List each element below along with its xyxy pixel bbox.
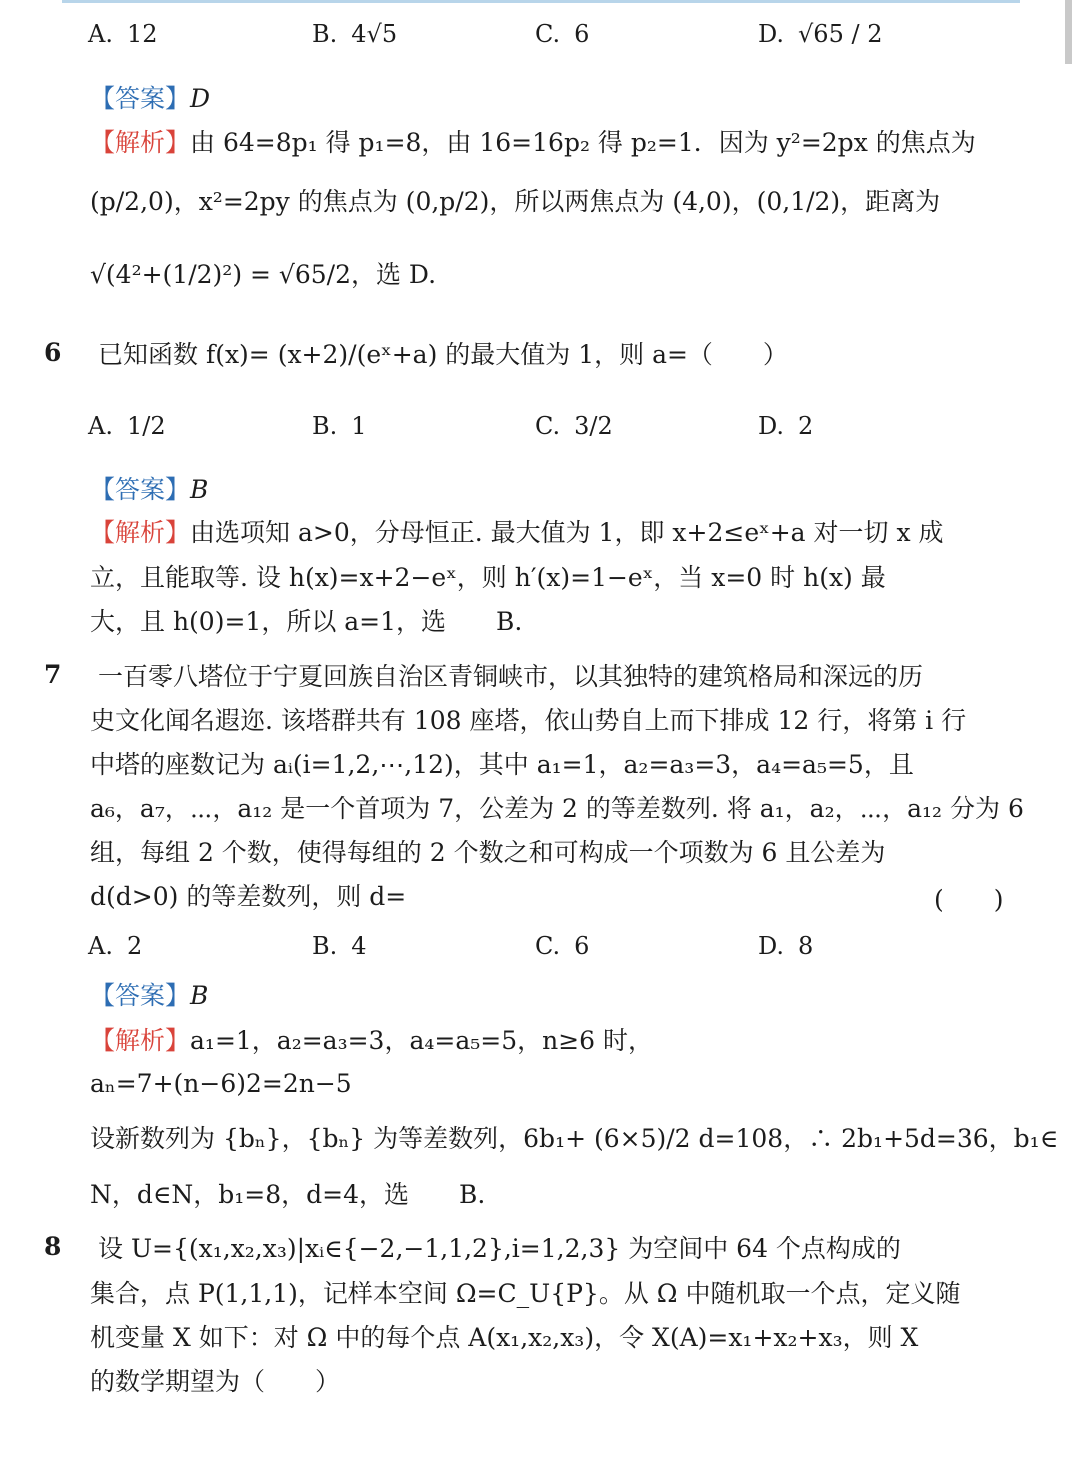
q7-analysis-line3: 设新数列为 {bₙ}，{bₙ} 为等差数列，6b₁+ (6×5)/2 d=108，∴ 2b₁+5d=36，b₁∈ (90, 1124, 1059, 1153)
q7-blank-paren: ( ) (934, 885, 1004, 914)
q5-analysis-line3: √(4²+(1/2)²) = √65/2，选 D. (90, 260, 437, 289)
q7-option-b: B. 4 (312, 932, 367, 960)
q7-option-c: C. 6 (535, 932, 590, 960)
q6-answer: 【答案】B (90, 475, 209, 504)
q8-stem-line4: 的数学期望为（ ） (90, 1367, 341, 1396)
q5-analysis-line1: 【解析】由 64=8p₁ 得 p₁=8，由 16=16p₂ 得 p₂=1．因为 y²=2px 的焦点为 (90, 128, 976, 157)
q5-analysis-line2: (p/2,0)，x²=2py 的焦点为 (0,p/2)，所以两焦点为 (4,0)，(0,1/2)，距离为 (90, 187, 941, 216)
q8-number: 8 (44, 1232, 62, 1261)
q6-option-d: D. 2 (758, 412, 814, 440)
q6-option-b: B. 1 (312, 412, 367, 440)
q7-stem-line5: 组，每组 2 个数，使得每组的 2 个数之和可构成一个项数为 6 且公差为 (90, 838, 886, 867)
q8-stem-line3: 机变量 X 如下：对 Ω 中的每个点 A(x₁,x₂,x₃)，令 X(A)=x₁+x₂+x₃，则 X (90, 1323, 919, 1352)
q5-option-d: D. √65 / 2 (758, 20, 883, 48)
q7-option-d: D. 8 (758, 932, 814, 960)
q8-stem-line1: 设 U={(x₁,x₂,x₃)|xᵢ∈{−2,−1,1,2},i=1,2,3} 为空间中 64 个点构成的 (98, 1234, 901, 1263)
top-rule (62, 0, 1020, 3)
q7-stem-line3: 中塔的座数记为 aᵢ(i=1,2,⋯,12)，其中 a₁=1，a₂=a₃=3，a₄=a₅=5，且 (90, 750, 914, 779)
q5-option-b: B. 4√5 (312, 20, 398, 48)
q5-answer: 【答案】D (90, 84, 211, 113)
q7-analysis-line2: aₙ=7+(n−6)2=2n−5 (90, 1069, 352, 1098)
q7-answer: 【答案】B (90, 981, 209, 1010)
q6-analysis-line2: 立，且能取等. 设 h(x)=x+2−eˣ，则 h′(x)=1−eˣ，当 x=0 时 h(x) 最 (90, 563, 886, 592)
q7-analysis-line1: 【解析】a₁=1，a₂=a₃=3，a₄=a₅=5，n≥6 时， (90, 1026, 654, 1055)
q5-option-c: C. 6 (535, 20, 590, 48)
q8-stem-line2: 集合，点 P(1,1,1)，记样本空间 Ω=C_U{P}。从 Ω 中随机取一个点，定义随 (90, 1279, 961, 1308)
q6-analysis-line1: 【解析】由选项知 a>0，分母恒正. 最大值为 1，即 x+2≤eˣ+a 对一切 x 成 (90, 518, 944, 547)
q6-number: 6 (44, 338, 62, 367)
q7-number: 7 (44, 660, 62, 689)
scrollbar[interactable] (1065, 0, 1072, 64)
q7-stem-line4: a₆，a₇，⋯，a₁₂ 是一个首项为 7，公差为 2 的等差数列. 将 a₁，a₂，⋯，a₁₂ 分为 6 (90, 794, 1024, 823)
q5-option-a: A. 12 (88, 20, 158, 48)
q7-stem-line1: 一百零八塔位于宁夏回族自治区青铜峡市，以其独特的建筑格局和深远的历 (98, 662, 924, 691)
q6-option-c: C. 3/2 (535, 412, 613, 440)
q7-stem-line2: 史文化闻名遐迩. 该塔群共有 108 座塔，依山势自上而下排成 12 行，将第 i 行 (90, 706, 967, 735)
q7-stem-line6: d(d>0) 的等差数列，则 d= (90, 882, 407, 911)
q7-option-a: A. 2 (88, 932, 143, 960)
q6-stem: 已知函数 f(x)= (x+2)/(eˣ+a) 的最大值为 1，则 a=（ ） (98, 340, 788, 369)
q6-option-a: A. 1/2 (88, 412, 166, 440)
q6-analysis-line3: 大，且 h(0)=1，所以 a=1，选 B. (90, 607, 523, 636)
q7-analysis-line4: N，d∈N，b₁=8，d=4，选 B. (90, 1180, 486, 1209)
